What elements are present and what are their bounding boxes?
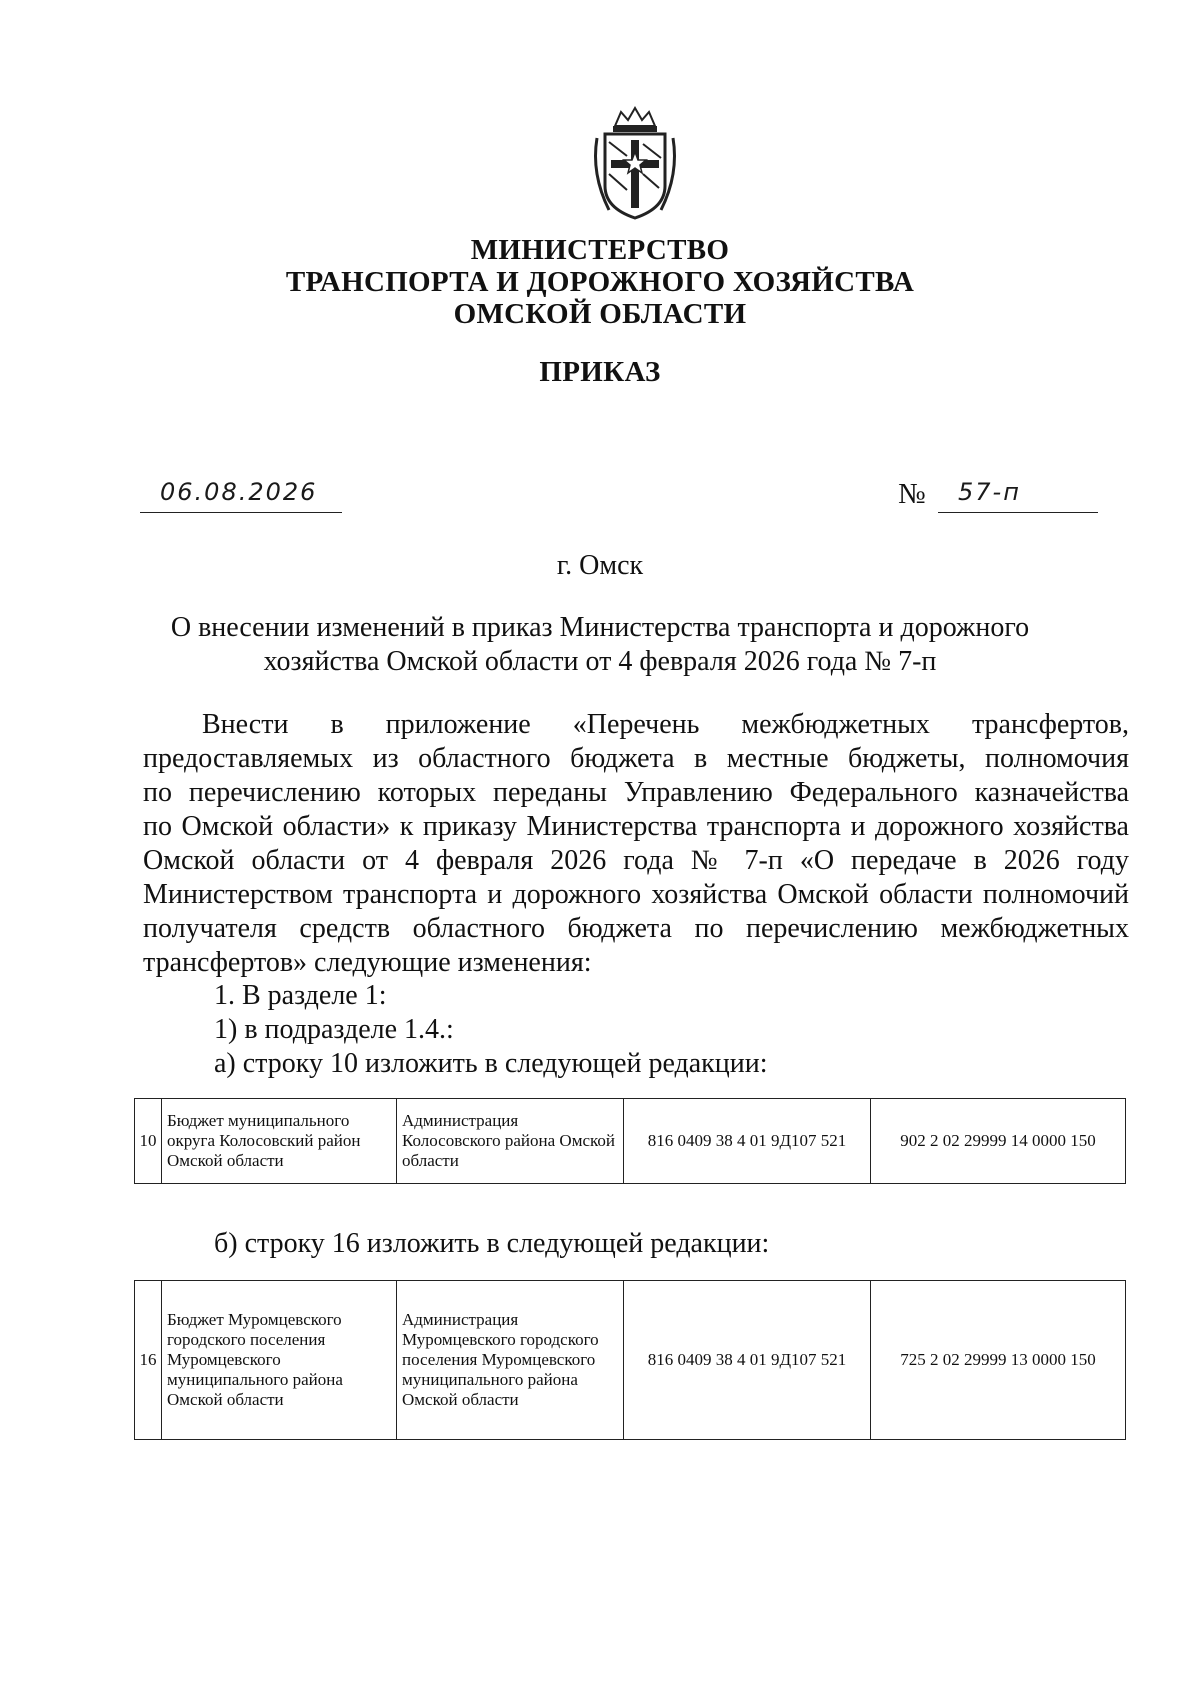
- body-line-1: Внести в приложение «Перечень межбюджетных трансфертов,: [202, 709, 1129, 740]
- body-line-7: получателя средств областного бюджета по перечислению межбюджетных: [143, 913, 1129, 944]
- body-line-3: по перечислению которых переданы Управлению Федерального казначейства: [143, 777, 1129, 808]
- document-type: ПРИКАЗ: [539, 356, 661, 388]
- row-number: 10: [135, 1099, 162, 1184]
- number-field: [938, 476, 1098, 513]
- income-code-cell: 725 2 02 29999 13 0000 150: [871, 1281, 1126, 1440]
- item-b: б) строку 16 изложить в следующей редакции:: [214, 1228, 770, 1259]
- expense-code-cell: 816 0409 38 4 01 9Д107 521: [624, 1281, 871, 1440]
- handwritten-number: 57-п: [958, 478, 1021, 506]
- ministry-name-line-2: ТРАНСПОРТА И ДОРОЖНОГО ХОЗЯЙСТВА: [285, 266, 915, 298]
- body-line-6: Министерством транспорта и дорожного хозяйства Омской области полномочий: [143, 879, 1129, 910]
- number-sign: №: [898, 478, 926, 510]
- ministry-name-line-3: ОМСКОЙ ОБЛАСТИ: [453, 298, 747, 330]
- amendment-table-row-10: [134, 1098, 1126, 1184]
- body-line-2: предоставляемых из областного бюджета в местные бюджеты, полномочия: [143, 743, 1129, 774]
- document-title-line-2: хозяйства Омской области от 4 февраля 2026 года № 7-п: [263, 646, 937, 677]
- body-line-4: по Омской области» к приказу Министерства транспорта и дорожного хозяйства: [143, 811, 1129, 842]
- table-row: [135, 1099, 1126, 1184]
- expense-code-cell: 816 0409 38 4 01 9Д107 521: [624, 1099, 871, 1184]
- item-a: а) строку 10 изложить в следующей редакции:: [214, 1048, 768, 1079]
- city: г. Омск: [556, 550, 644, 581]
- body-line-8: трансфертов» следующие изменения:: [143, 947, 592, 978]
- date-field: [140, 476, 342, 513]
- budget-cell: Бюджет муниципального округа Колосовский район Омской области: [162, 1099, 397, 1184]
- document-title-line-1: О внесении изменений в приказ Министерства транспорта и дорожного: [170, 612, 1030, 643]
- item-subsection-1-4: 1) в подразделе 1.4.:: [214, 1014, 454, 1045]
- administrator-cell: Администрация Колосовского района Омской области: [397, 1099, 624, 1184]
- body-line-5: Омской области от 4 февраля 2026 года № 7-п «О передаче в 2026 году: [143, 845, 1129, 876]
- body-paragraph: [143, 708, 1129, 980]
- handwritten-date: 06.08.2026: [160, 478, 318, 506]
- ministry-name-line-1: МИНИСТЕРСТВО: [470, 234, 730, 266]
- item-section-1: 1. В разделе 1:: [214, 980, 387, 1011]
- omsk-coat-of-arms-icon: [587, 104, 683, 224]
- amendment-table-row-16: [134, 1280, 1126, 1440]
- income-code-cell: 902 2 02 29999 14 0000 150: [871, 1099, 1126, 1184]
- table-row: [135, 1281, 1126, 1440]
- budget-cell: Бюджет Муромцевского городского поселения Муромцевского муниципального района Омской области: [162, 1281, 397, 1440]
- row-number: 16: [135, 1281, 162, 1440]
- administrator-cell: Администрация Муромцевского городского поселения Муромцевского муниципального района Омской области: [397, 1281, 624, 1440]
